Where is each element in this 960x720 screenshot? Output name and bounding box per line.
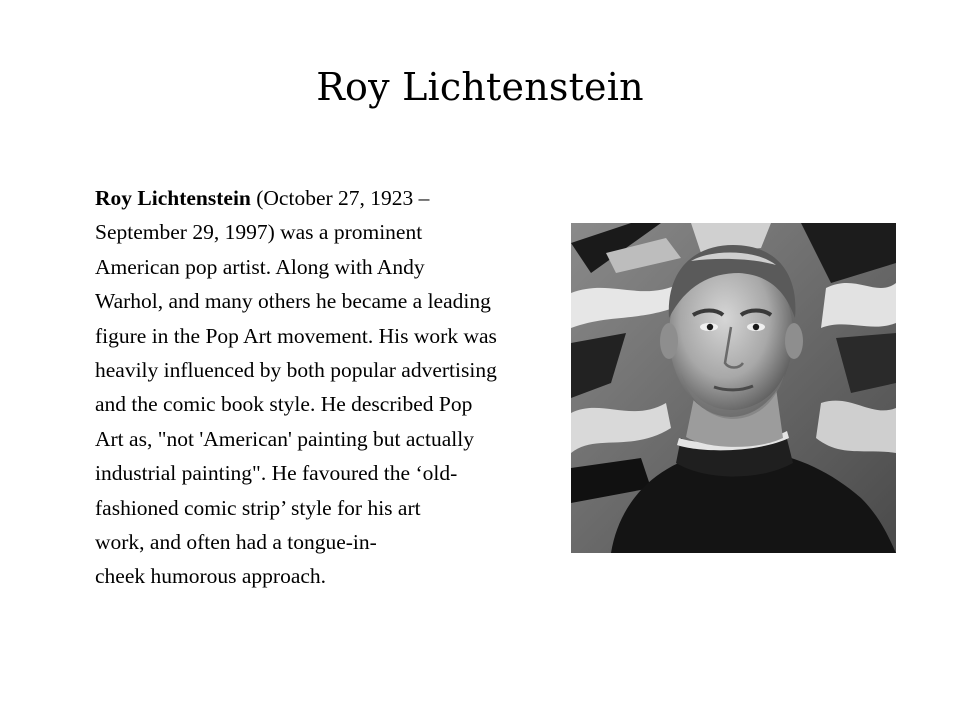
paragraph-line-12: cheek humorous approach. — [95, 564, 327, 589]
paragraph-line-7: and the comic book style. He described Pop — [95, 392, 473, 417]
paragraph-line-10: fashioned comic strip’ style for his art — [95, 495, 421, 520]
artist-name-bold: Roy Lichtenstein — [95, 186, 251, 210]
portrait-photo — [571, 223, 896, 553]
paragraph-line-11: work, and often had a tongue-in- — [95, 530, 377, 555]
slide-title: Roy Lichtenstein — [316, 65, 644, 109]
paragraph-line-9: industrial painting". He favoured the ‘old- — [95, 461, 458, 486]
paragraph-line-3: American pop artist. Along with Andy — [95, 254, 425, 279]
paragraph-line-4: Warhol, and many others he became a leading — [95, 289, 491, 314]
body-paragraph — [95, 181, 565, 594]
paragraph-line-1 — [95, 181, 565, 215]
paragraph-line-8: Art as, "not 'American' painting but actually — [95, 426, 474, 451]
paragraph-line-2: September 29, 1997) was a prominent — [95, 220, 423, 245]
paragraph-line-6: heavily influenced by both popular advertising — [95, 358, 497, 383]
portrait-photo-icon — [571, 223, 896, 553]
paragraph-line-1-text: (October 27, 1923 – — [250, 186, 430, 210]
paragraph-line-5: figure in the Pop Art movement. His work was — [95, 323, 497, 348]
